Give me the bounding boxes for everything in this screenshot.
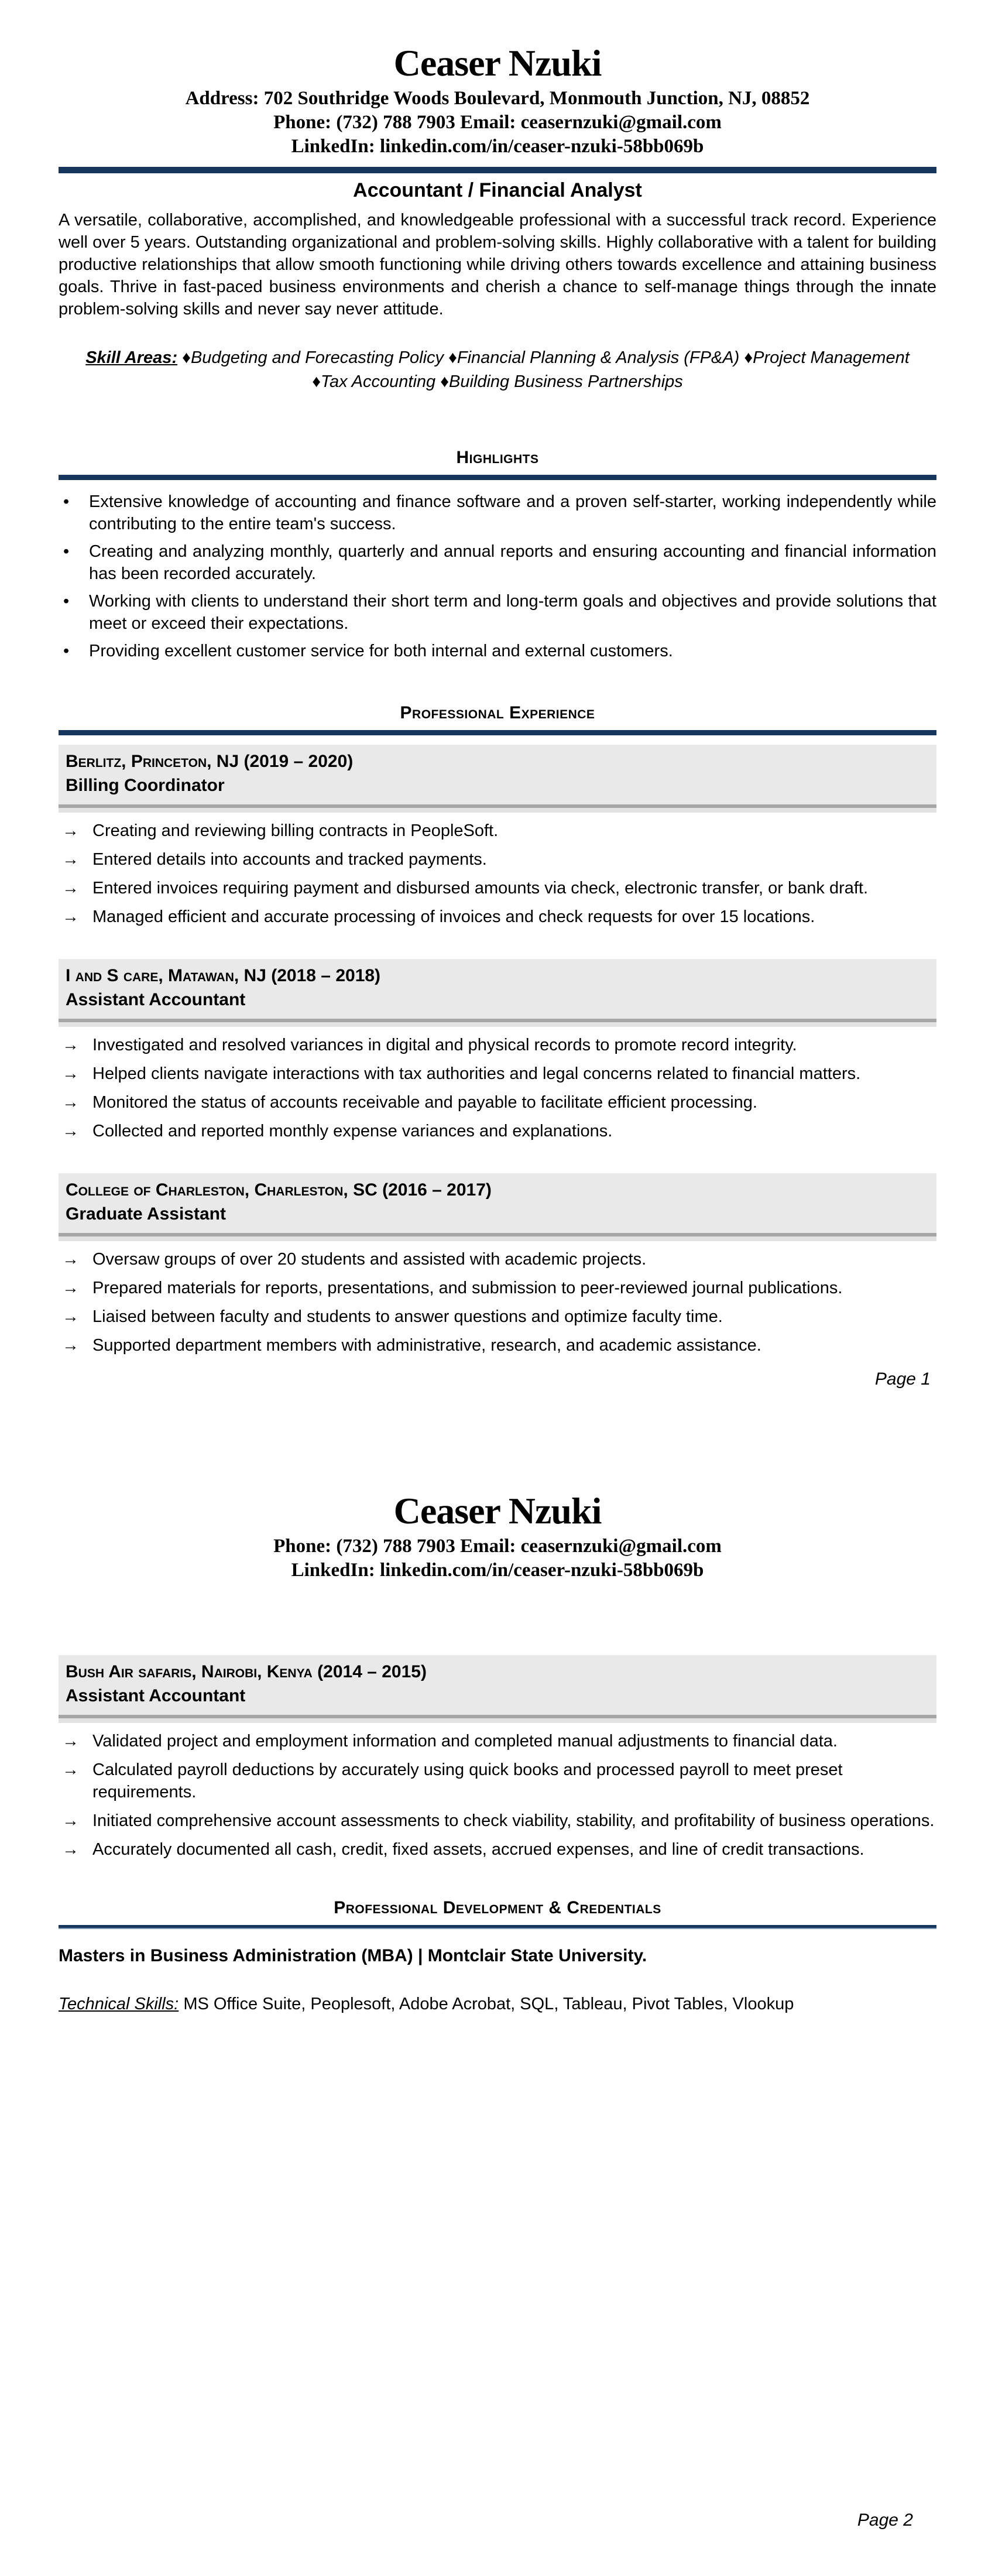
job-bullet-text: Oversaw groups of over 20 students and assisted with academic projects.: [92, 1250, 647, 1269]
job-title: Assistant Accountant: [66, 1686, 246, 1705]
education-line: Masters in Business Administration (MBA) | Montclair State University.: [59, 1946, 647, 1965]
job-bullet-text: Entered invoices requiring payment and disbursed amounts via check, electronic transfer, or bank draft.: [92, 879, 869, 898]
experience-heading: Professional Experience: [400, 703, 595, 722]
job-header-i-and-s-care: [59, 959, 936, 1022]
job-bullet: [59, 1810, 936, 1832]
highlight-item: [59, 590, 936, 635]
arrow-bullet-icon: →: [62, 1732, 79, 1751]
spacer: [59, 934, 936, 950]
job-bullet-text: Collected and reported monthly expense variances and explanations.: [92, 1122, 613, 1140]
page1-linkedin-line: LinkedIn: linkedin.com/in/ceaser-nzuki-58bb069b: [291, 136, 704, 157]
arrow-bullet-icon: →: [62, 1093, 79, 1112]
page1-name: Ceaser Nzuki: [393, 42, 602, 84]
technical-skills-line: [59, 1992, 936, 2016]
arrow-bullet-icon: →: [62, 1036, 79, 1054]
arrow-bullet-icon: →: [62, 1064, 79, 1083]
page1-marker: Page 1: [874, 1369, 931, 1389]
job-bullet-list: [59, 820, 936, 928]
job-bullet: [59, 1063, 936, 1085]
job-bullet: [59, 1730, 936, 1752]
job-title: Graduate Assistant: [66, 1204, 226, 1224]
experience-rule: [59, 730, 936, 735]
page2-marker: Page 2: [857, 2510, 913, 2530]
job-bullet: [59, 1759, 936, 1803]
skill-areas-text: ♦Budgeting and Forecasting Policy ♦Financial Planning & Analysis (FP&A) ♦Project Management ♦Tax Accounting ♦Building Business Partnerships: [182, 348, 910, 391]
job-bullet-text: Entered details into accounts and tracked payments.: [92, 850, 487, 869]
job-bullet: [59, 877, 936, 899]
job-bullet-text: Monitored the status of accounts receivable and payable to facilitate efficient processing.: [92, 1093, 757, 1112]
job-company: Berlitz, Princeton, NJ (2019 – 2020): [66, 752, 354, 771]
arrow-bullet-icon: →: [62, 1336, 79, 1355]
job-bullet: [59, 906, 936, 928]
job-bullet: [59, 848, 936, 871]
job-company: Bush Air safaris, Nairobi, Kenya (2014 – 2015): [66, 1662, 427, 1681]
job-title: Assistant Accountant: [66, 990, 246, 1009]
arrow-bullet-icon: →: [62, 1250, 79, 1269]
arrow-bullet-icon: →: [62, 1760, 79, 1779]
page2-linkedin-line: LinkedIn: linkedin.com/in/ceaser-nzuki-58bb069b: [291, 1560, 704, 1581]
job-title: Billing Coordinator: [66, 776, 225, 795]
highlight-item: [59, 540, 936, 585]
spacer: [59, 1582, 936, 1646]
highlight-item: [59, 640, 936, 662]
bullet-dot-icon: •: [63, 492, 70, 511]
page2-phone-email-line: Phone: (732) 788 7903 Email: ceasernzuki@gmail.com: [273, 1536, 722, 1557]
job-bullet-list: [59, 1248, 936, 1356]
job-header-berlitz: [59, 745, 936, 808]
highlights-list: [59, 491, 936, 662]
highlights-heading: Highlights: [456, 448, 539, 467]
job-bullet-text: Initiated comprehensive account assessments to check viability, stability, and profitability of business operations.: [92, 1811, 935, 1830]
job-bullet-text: Accurately documented all cash, credit, fixed assets, accrued expenses, and line of credit transactions.: [92, 1840, 864, 1859]
technical-skills-text: MS Office Suite, Peoplesoft, Adobe Acrobat, SQL, Tableau, Pivot Tables, Vlookup: [183, 1995, 794, 2013]
document-body: [59, 0, 936, 2016]
job-bullet: [59, 1334, 936, 1356]
arrow-bullet-icon: →: [62, 1811, 79, 1830]
arrow-bullet-icon: →: [62, 1840, 79, 1859]
job-bullet-text: Supported department members with administrative, research, and academic assistance.: [92, 1336, 761, 1355]
highlights-rule: [59, 475, 936, 480]
summary-paragraph: A versatile, collaborative, accomplished, and knowledgeable professional with a successful track record. Experience well over 5 years. Outstanding organizational and problem-solving skills. Highly collaborative with a talent for building productive relationships that allow smooth functioning while driving others towards excellence and attaining business goals. Thrive in fast-paced business environments and cherish a chance to self-manage things through the innate problem-solving skills and never say never attitude.: [59, 211, 936, 318]
job-bullet-text: Investigated and resolved variances in digital and physical records to promote record integrity.: [92, 1036, 797, 1054]
arrow-bullet-icon: →: [62, 1279, 79, 1297]
page1-phone-email-line: Phone: (732) 788 7903 Email: ceasernzuki@gmail.com: [273, 112, 722, 133]
job-bullet-text: Validated project and employment information and completed manual adjustments to financial data.: [92, 1732, 838, 1751]
skill-areas-label: Skill Areas:: [85, 348, 178, 367]
job-bullet-text: Helped clients navigate interactions with tax authorities and legal concerns related to financial matters.: [92, 1064, 861, 1083]
skill-areas-line: [59, 346, 936, 394]
job-header-college-of-charleston: [59, 1173, 936, 1236]
job-bullet-text: Liaised between faculty and students to answer questions and optimize faculty time.: [92, 1307, 723, 1326]
arrow-bullet-icon: →: [62, 1122, 79, 1140]
job-bullet-text: Prepared materials for reports, presentations, and submission to peer-reviewed journal publications.: [92, 1279, 843, 1297]
job-header-bush-air-safaris: [59, 1655, 936, 1718]
header-rule: [59, 167, 936, 173]
job-bullet-list: [59, 1034, 936, 1142]
job-bullet-list: [59, 1730, 936, 1861]
job-bullet: [59, 1034, 936, 1056]
technical-skills-label: Technical Skills:: [59, 1995, 179, 2013]
arrow-bullet-icon: →: [62, 907, 79, 926]
highlight-text: Extensive knowledge of accounting and finance software and a proven self-starter, working independently while contributing to the entire team's success.: [89, 492, 936, 533]
arrow-bullet-icon: →: [62, 879, 79, 898]
job-company: I and S care, Matawan, NJ (2018 – 2018): [66, 966, 381, 985]
job-bullet: [59, 1838, 936, 1861]
page1-address-line: Address: 702 Southridge Woods Boulevard, Monmouth Junction, NJ, 08852: [185, 88, 810, 109]
page2-name: Ceaser Nzuki: [393, 1490, 602, 1532]
bullet-dot-icon: •: [63, 542, 70, 561]
highlight-item: [59, 491, 936, 535]
development-heading: Professional Development & Credentials: [334, 1898, 661, 1917]
job-bullet: [59, 1277, 936, 1299]
spacer: [59, 1149, 936, 1164]
arrow-bullet-icon: →: [62, 821, 79, 840]
page-break-gap: [59, 1389, 936, 1488]
highlight-text: Providing excellent customer service for both internal and external customers.: [89, 642, 673, 660]
highlight-text: Working with clients to understand their short term and long-term goals and objectives and provide solutions that meet or exceed their expectations.: [89, 592, 936, 633]
job-bullet-text: Calculated payroll deductions by accurately using quick books and processed payroll to meet preset requirements.: [92, 1760, 843, 1801]
role-title: Accountant / Financial Analyst: [353, 179, 642, 201]
job-bullet: [59, 820, 936, 842]
development-rule: [59, 1925, 936, 1929]
job-bullet: [59, 1120, 936, 1142]
job-company: College of Charleston, Charleston, SC (2016 – 2017): [66, 1180, 492, 1200]
job-bullet: [59, 1306, 936, 1328]
arrow-bullet-icon: →: [62, 850, 79, 869]
bullet-dot-icon: •: [63, 642, 70, 660]
job-bullet: [59, 1091, 936, 1114]
highlight-text: Creating and analyzing monthly, quarterly and annual reports and ensuring accounting and financial information has been recorded accurately.: [89, 542, 936, 583]
job-bullet-text: Creating and reviewing billing contracts in PeopleSoft.: [92, 821, 499, 840]
job-bullet-text: Managed efficient and accurate processing of invoices and check requests for over 15 locations.: [92, 907, 815, 926]
job-bullet: [59, 1248, 936, 1270]
arrow-bullet-icon: →: [62, 1307, 79, 1326]
bullet-dot-icon: •: [63, 592, 70, 611]
